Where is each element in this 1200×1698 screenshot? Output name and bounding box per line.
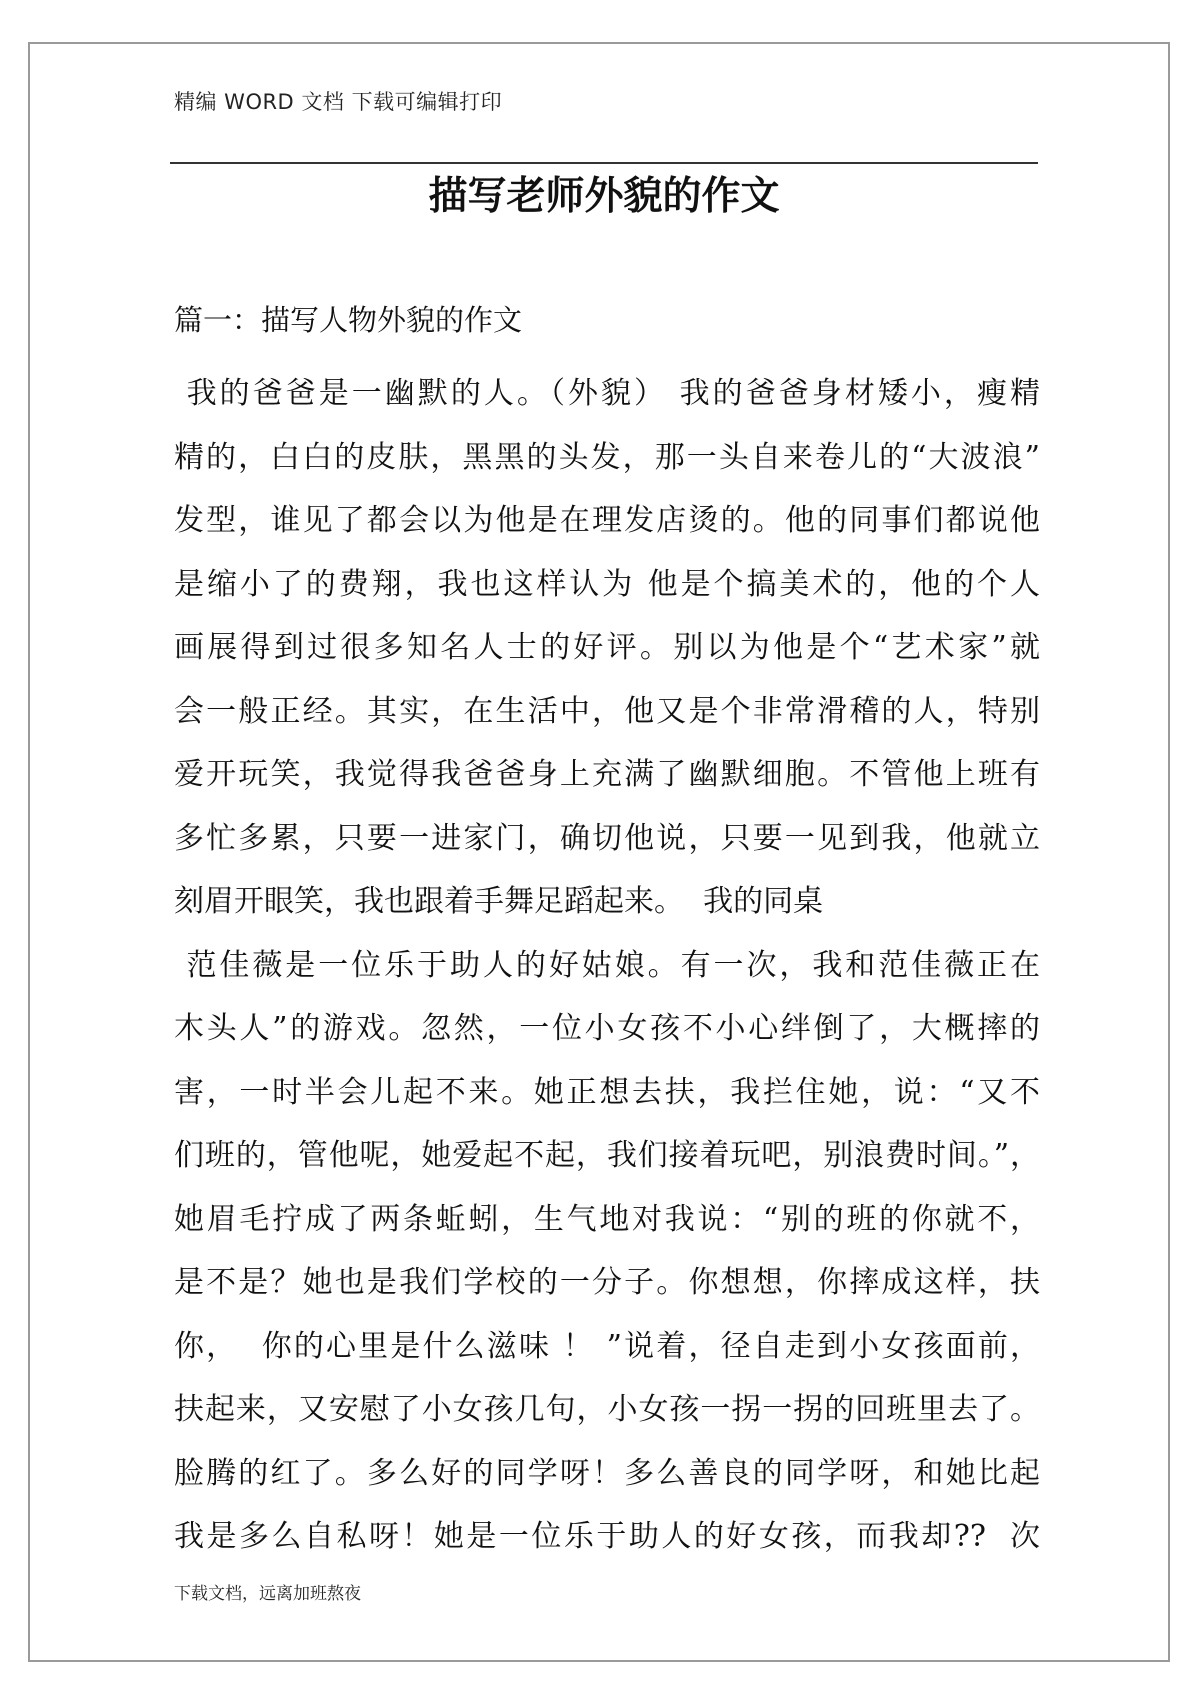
body-line: 害，一时半会儿起不来。她正想去扶，我拦住她，说：“又不: [174, 1074, 1040, 1110]
body-line: 木头人”的游戏。忽然，一位小女孩不小心绊倒了，大概摔的: [174, 1011, 1040, 1046]
header-divider: [170, 162, 1038, 164]
page-footer: 下载文档，远离加班熬夜: [174, 1584, 361, 1604]
body-line: 精的，白白的皮肤，黑黑的头发，那一头自来卷儿的“大波浪”: [174, 439, 1040, 475]
body-line: 会一般正经。其实，在生活中，他又是个非常滑稽的人，特别: [174, 693, 1040, 729]
document-title: 描写老师外貌的作文: [428, 173, 780, 219]
body-line: 范佳薇是一位乐于助人的好姑娘。有一次，我和范佳薇正在: [174, 947, 1040, 983]
body-line: 们班的，管他呢，她爱起不起，我们接着玩吧，别浪费时间。”，: [174, 1138, 1040, 1173]
body-line: 你， 你的心里是什么滋味 ！ ”说着，径自走到小女孩面前，: [174, 1328, 1040, 1364]
body-line: 多忙多累，只要一进家门，确切他说，只要一见到我，他就立: [174, 820, 1040, 856]
body-line: 刻眉开眼笑，我也跟着手舞足蹈起来。 我的同桌: [174, 884, 824, 919]
section-heading: 篇一：描写人物外貌的作文: [174, 303, 523, 337]
body-line: 爱开玩笑，我觉得我爸爸身上充满了幽默细胞。不管他上班有: [174, 757, 1040, 792]
body-line: 脸腾的红了。多么好的同学呀！多么善良的同学呀，和她比起: [174, 1455, 1040, 1491]
body-line: 画展得到过很多知名人士的好评。别以为他是个“艺术家”就: [174, 630, 1040, 665]
body-line: 是不是？她也是我们学校的一分子。你想想，你摔成这样，扶: [174, 1265, 1040, 1300]
body-line: 我的爸爸是一幽默的人。（外貌） 我的爸爸身材矮小，瘦精: [174, 376, 1040, 411]
body-line: 是缩小了的费翔，我也这样认为 他是个搞美术的，他的个人: [174, 566, 1040, 602]
body-line: 她眉毛拧成了两条蚯蚓，生气地对我说：“别的班的你就不，: [174, 1201, 1040, 1237]
body-line: 发型，谁见了都会以为他是在理发店烫的。他的同事们都说他: [174, 503, 1040, 538]
body-line: 扶起来，又安慰了小女孩几句，小女孩一拐一拐的回班里去了。: [174, 1392, 1040, 1427]
page-header: 精编 WORD 文档 下载可编辑打印: [174, 90, 503, 114]
body-line: 我是多么自私呀！她是一位乐于助人的好女孩，而我却?? 次: [174, 1519, 1040, 1554]
body-text: [174, 362, 1040, 1569]
